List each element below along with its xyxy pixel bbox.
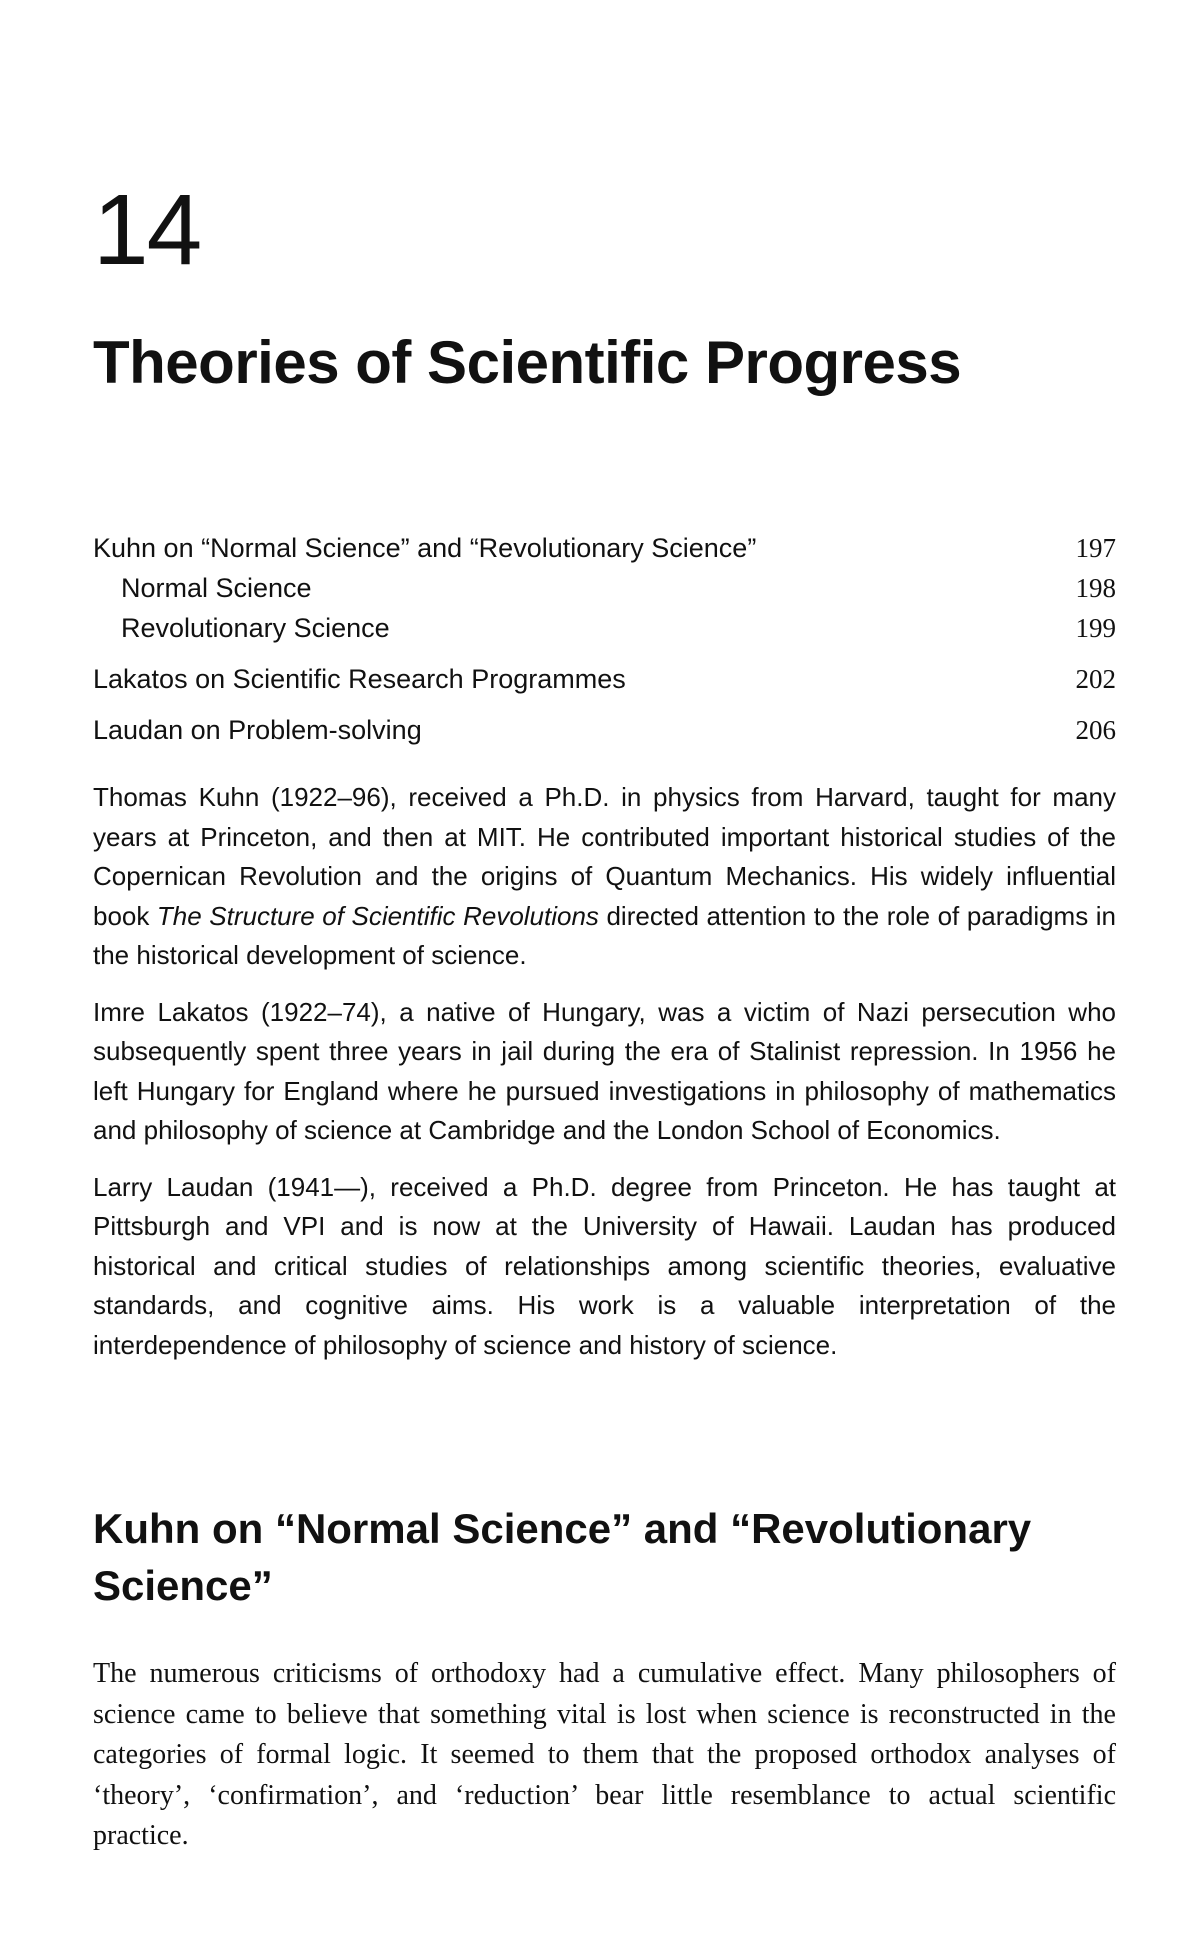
toc-entry-label: Normal Science xyxy=(121,573,312,603)
section-heading: Kuhn on “Normal Science” and “Revolutionary Science” xyxy=(93,1505,1032,1609)
toc-entry-revolutionary-science xyxy=(93,608,1116,648)
toc-entry-label: Kuhn on “Normal Science” and “Revolutionary Science” xyxy=(93,533,757,563)
toc-entry-normal-science xyxy=(93,568,1116,608)
toc-entry-page: 202 xyxy=(1075,664,1116,694)
bio-kuhn-text-end: directed attention to the role of paradigms in the historical development of science. xyxy=(93,900,1116,970)
toc-entry-label: Revolutionary Science xyxy=(121,613,390,643)
bio-kuhn xyxy=(93,778,1116,976)
toc-entry-page: 198 xyxy=(1075,573,1116,603)
bio-kuhn-text: Thomas Kuhn (1922–96), received a Ph.D. in physics from Harvard, taught for many years at Princeton, and then at MIT. He contributed important historical studies of the Copernican Revolution and the origins of Quantum Mechanics. His widely influential book xyxy=(93,782,1116,931)
book-title: The Structure of Scientific Revolutions xyxy=(156,900,599,931)
toc-entry-page: 197 xyxy=(1075,533,1116,563)
toc-entry-page: 206 xyxy=(1075,715,1116,745)
toc-entry-page: 199 xyxy=(1075,613,1116,643)
bio-lakatos: Imre Lakatos (1922–74), a native of Hungary, was a victim of Nazi persecution who subsequently spent three years in jail during the era of Stalinist repression. In 1956 he left Hungary for England where he pursued investigations in philosophy of mathematics and philosophy of science at Cambridge and the London School of Economics. xyxy=(93,996,1116,1145)
chapter-number: 14 xyxy=(93,174,201,286)
chapter-contents xyxy=(93,528,1116,750)
toc-entry-laudan xyxy=(93,710,1116,750)
section-body-paragraph: The numerous criticisms of orthodoxy had a cumulative effect. Many philosophers of science came to believe that something vital is lost when science is reconstructed in the categories of formal logic. It seemed to them that the proposed orthodox analyses of ‘theory’, ‘confirmation’, and ‘reduction’ bear little resemblance to actual scientific practice. xyxy=(93,1658,1116,1851)
toc-entry-label: Lakatos on Scientific Research Programmes xyxy=(93,664,626,694)
toc-entry-lakatos xyxy=(93,659,1116,699)
bio-laudan: Larry Laudan (1941—), received a Ph.D. degree from Princeton. He has taught at Pittsburgh and VPI and is now at the University of Hawaii. Laudan has produced historical and critical studies of relationships among scientific theories, evaluative standards, and cognitive aims. His work is a valuable interpretation of the interdependence of philosophy of science and history of science. xyxy=(93,1171,1116,1360)
author-bios xyxy=(93,778,1116,1382)
toc-entry-label: Laudan on Problem-solving xyxy=(93,715,422,745)
chapter-title: Theories of Scientific Progress xyxy=(93,329,962,396)
toc-entry-kuhn xyxy=(93,528,1116,568)
